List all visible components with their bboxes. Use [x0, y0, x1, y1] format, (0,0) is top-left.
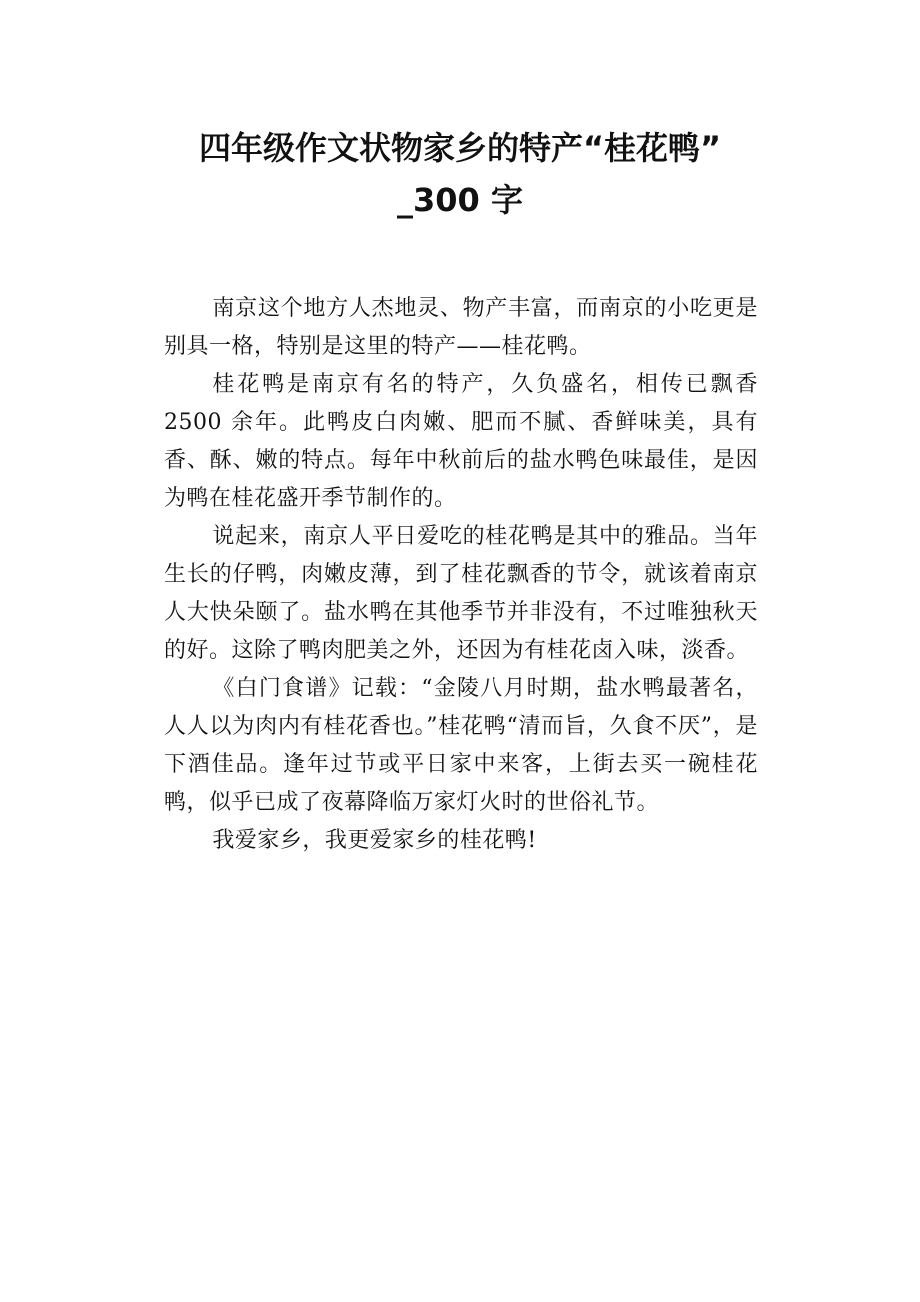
title-line-1: 四年级作文状物家乡的特产“桂花鸭” [198, 129, 722, 167]
paragraph-4: 《白门食谱》记载：“金陵八月时期，盐水鸭最著名，人人以为肉内有桂花香也。”桂花鸭“清而旨，久食不厌”，是下酒佳品。逢年过节或平日家中来客，上街去买一碗桂花鸭，似乎已成了夜幕降临万家灯火时的世俗礼节。 [164, 676, 758, 815]
paragraph-3: 说起来，南京人平日爱吃的桂花鸭是其中的雅品。当年生长的仔鸭，肉嫩皮薄，到了桂花飘香的节令，就该着南京人大快朵颐了。盐水鸭在其他季节并非没有，不过唯独秋天的好。这除了鸭肉肥美之外，还因为有桂花卤入味，淡香。 [164, 524, 758, 663]
paragraph-1: 南京这个地方人杰地灵、物产丰富，而南京的小吃更是别具一格，特别是这里的特产——桂花鸭。 [164, 296, 758, 359]
title-line-2: _300 字 [397, 181, 523, 219]
document-body [164, 290, 758, 860]
paragraph-5: 我爱家乡，我更爱家乡的桂花鸭! [212, 828, 537, 853]
paragraph-2: 桂花鸭是南京有名的特产，久负盛名，相传已飘香2500 余年。此鸭皮白肉嫩、肥而不腻、香鲜味美，具有香、酥、嫩的特点。每年中秋前后的盐水鸭色味最佳，是因为鸭在桂花盛开季节制作的。 [164, 372, 758, 511]
document-title [100, 122, 820, 226]
